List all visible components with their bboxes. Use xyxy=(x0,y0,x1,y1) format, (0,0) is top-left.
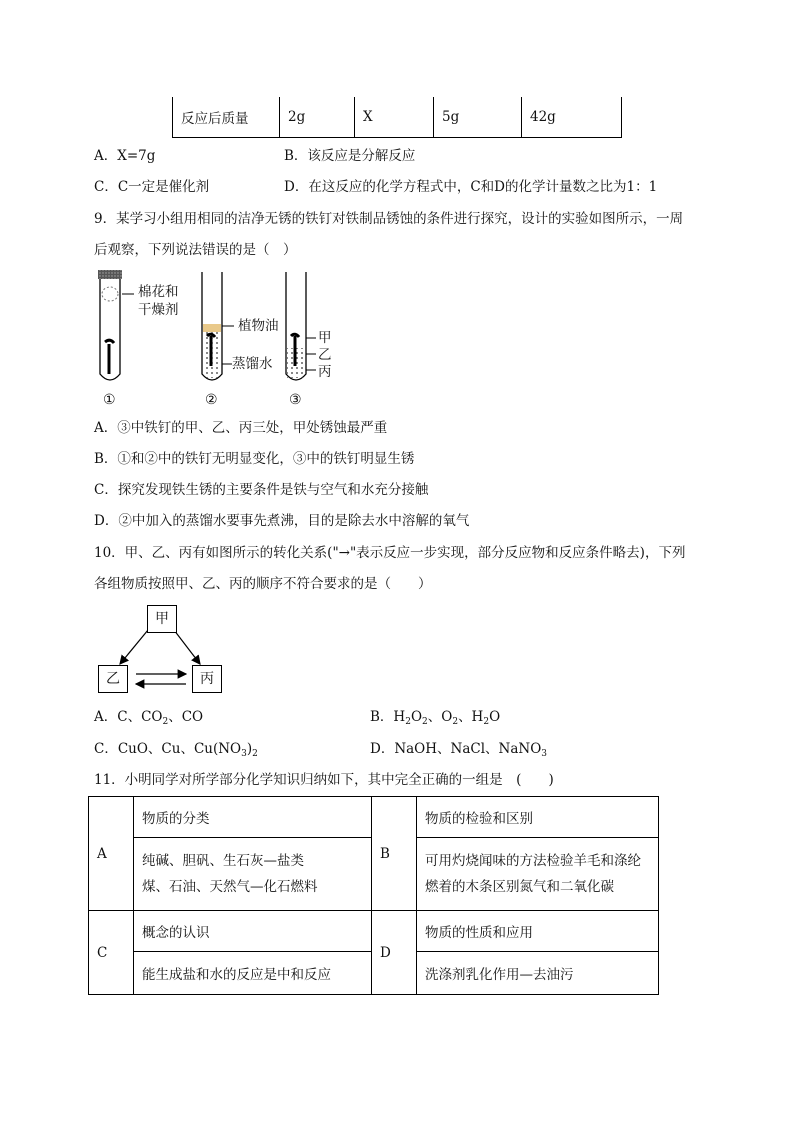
cell-d-head: 物质的性质和应用 xyxy=(417,911,659,952)
cell-a-head: 物质的分类 xyxy=(134,797,372,838)
q9-option-b: B．①和②中的铁钉无明显变化，③中的铁钉明显生锈 xyxy=(94,451,415,467)
q10-option-b: B．$H_2O_2$、$O_2$、$H_2O$ xyxy=(370,709,501,727)
table-cell: 5g xyxy=(434,97,522,138)
table-row xyxy=(89,911,659,952)
q8-option-c: C．C一定是催化剂 xyxy=(94,179,210,195)
row-label-d: D xyxy=(372,911,417,995)
q10-stem-line1: 10．甲、乙、丙有如图所示的转化关系("→"表示反应一步实现，部分反应物和反应条件略去)，下列 xyxy=(94,545,686,561)
tube-1 xyxy=(98,270,122,380)
table-cell: 42g xyxy=(522,97,622,138)
label-cotton-line2: 干燥剂 xyxy=(138,302,179,318)
cell-b-head: 物质的检验和区别 xyxy=(417,797,659,838)
q9-option-a: A．③中铁钉的甲、乙、丙三处，甲处锈蚀最严重 xyxy=(94,420,388,436)
q10-option-a: A．C、$CO_2$、CO xyxy=(94,709,204,727)
label-oil: 植物油 xyxy=(238,318,279,334)
tube-2 xyxy=(202,272,222,380)
cell-b-body xyxy=(417,838,659,911)
label-bing: 丙 xyxy=(318,364,332,380)
q8-option-a: A．X=7g xyxy=(94,148,156,164)
cell-b-line2: 燃着的木条区别氮气和二氧化碳 xyxy=(425,879,614,895)
mass-table-fragment xyxy=(172,97,622,138)
cell-d-body: 洗涤剂乳化作用—去油污 xyxy=(417,952,659,995)
q9-option-c: C．探究发现铁生锈的主要条件是铁与空气和水充分接触 xyxy=(94,482,429,498)
q11-stem: 11．小明同学对所学部分化学知识归纳如下，其中完全正确的一组是 ( ) xyxy=(94,772,554,788)
test-tube-figure xyxy=(90,266,350,388)
cell-a-line1: 纯碱、胆矾、生石灰—盐类 xyxy=(142,853,304,869)
cell-a-body xyxy=(134,838,372,911)
cell-c-body: 能生成盐和水的反应是中和反应 xyxy=(134,952,372,995)
diagram-node-jia: 甲 xyxy=(147,605,177,633)
table-cell: 2g xyxy=(280,97,355,138)
label-water: 蒸馏水 xyxy=(232,356,273,372)
tube-number-2: ② xyxy=(205,392,218,408)
q9-stem-line2: 后观察，下列说法错误的是（ ） xyxy=(94,242,297,258)
q8-option-d: D．在这反应的化学方程式中，C和D的化学计量数之比为1：1 xyxy=(284,179,658,195)
label-cotton-line1: 棉花和 xyxy=(138,284,179,300)
q8-option-b: B．该反应是分解反应 xyxy=(284,148,416,164)
q9-option-d: D．②中加入的蒸馏水要事先煮沸，目的是除去水中溶解的氧气 xyxy=(94,513,470,529)
table-row xyxy=(173,97,622,138)
diagram-node-yi: 乙 xyxy=(98,665,128,693)
tube-number-3: ③ xyxy=(289,392,302,408)
tube-3 xyxy=(286,272,306,380)
q10-option-d: D．NaOH、NaCl、NaNO$_3$ xyxy=(370,741,548,759)
cell-b-line1: 可用灼烧闻味的方法检验羊毛和涤纶 xyxy=(425,853,641,869)
label-jia: 甲 xyxy=(318,330,332,346)
cell-c-head: 概念的认识 xyxy=(134,911,372,952)
q10-option-c: C．CuO、Cu、$Cu(NO_3)_2$ xyxy=(94,741,258,759)
q9-stem-line1: 9．某学习小组用相同的洁净无锈的铁钉对铁制品锈蚀的条件进行探究，设计的实验如图所示，一周 xyxy=(94,211,684,227)
row-label-b: B xyxy=(372,797,417,911)
knowledge-summary-table xyxy=(88,796,659,995)
diagram-node-bing: 丙 xyxy=(192,665,222,693)
row-label-c: C xyxy=(89,911,134,995)
row-label-a: A xyxy=(89,797,134,911)
q10-stem-line2: 各组物质按照甲、乙、丙的顺序不符合要求的是（ ） xyxy=(94,576,432,592)
cell-a-line2: 煤、石油、天然气—化石燃料 xyxy=(142,879,318,895)
table-cell: X xyxy=(355,97,434,138)
table-row xyxy=(89,797,659,838)
table-cell: 反应后质量 xyxy=(173,97,280,138)
tube-number-1: ① xyxy=(103,392,116,408)
label-yi: 乙 xyxy=(318,347,332,363)
